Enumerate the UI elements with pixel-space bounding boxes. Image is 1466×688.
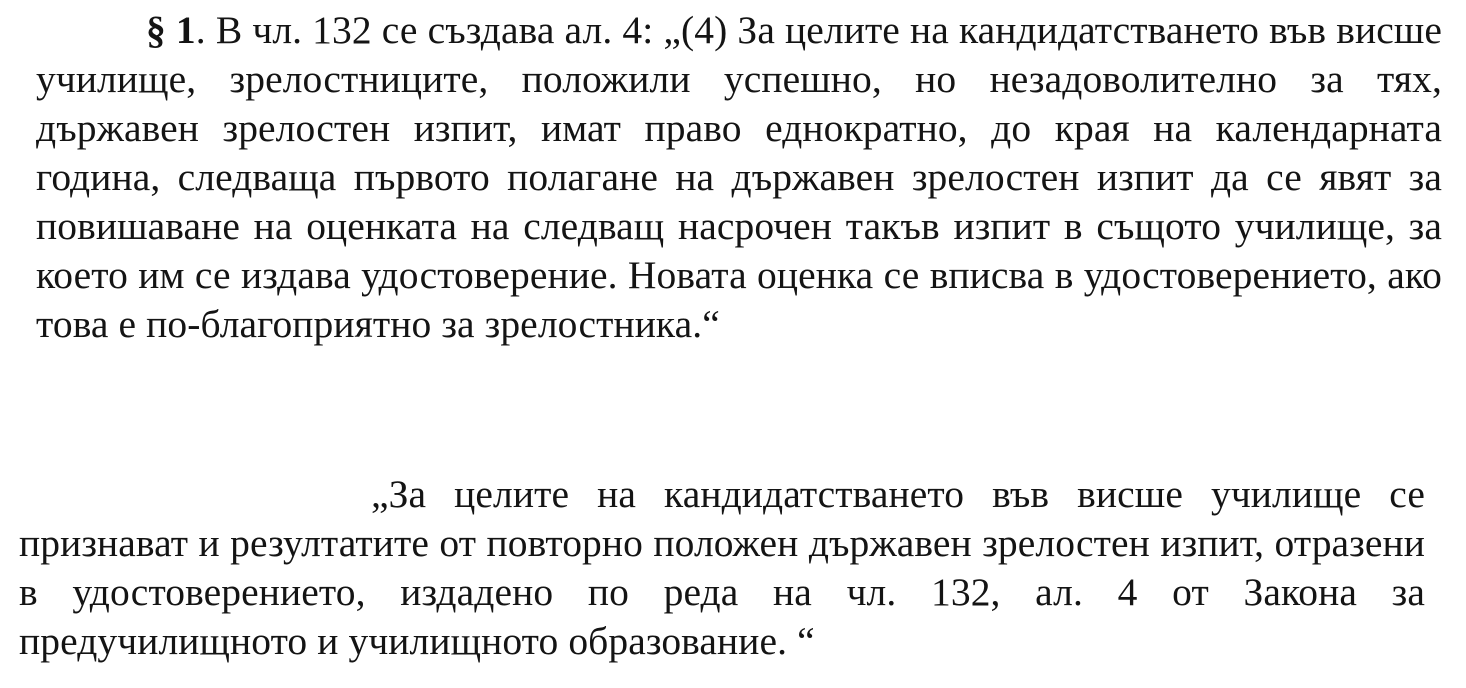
section-marker: § 1 (146, 8, 196, 52)
amendment-paragraph (36, 6, 1442, 349)
proposed-text-paragraph (19, 470, 1425, 666)
proposed-text: „За целите на кандидатстването във висше училище се признават и резултатите от повторно положен държавен зрелостен изпит, отразени в удостоверението, издадено по реда на чл. 132, ал. 4 от Закона за предучилищното и училищното образование. “ (19, 472, 1425, 663)
amendment-text: . В чл. 132 се създава ал. 4: „(4) За целите на кандидатстването във висше училище, зрелостниците, положили успешно, но незадоволително за тях, държавен зрелостен изпит, имат право еднократно, до края на календарната година, следваща първото полагане на държавен зрелостен изпит да се явят за повишаване на оценката на следващ насрочен такъв изпит в същото училище, за което им се издава удостоверение. Новата оценка се вписва в удостоверението, ако това е по-благоприятно за зрелостника.“ (36, 8, 1442, 346)
